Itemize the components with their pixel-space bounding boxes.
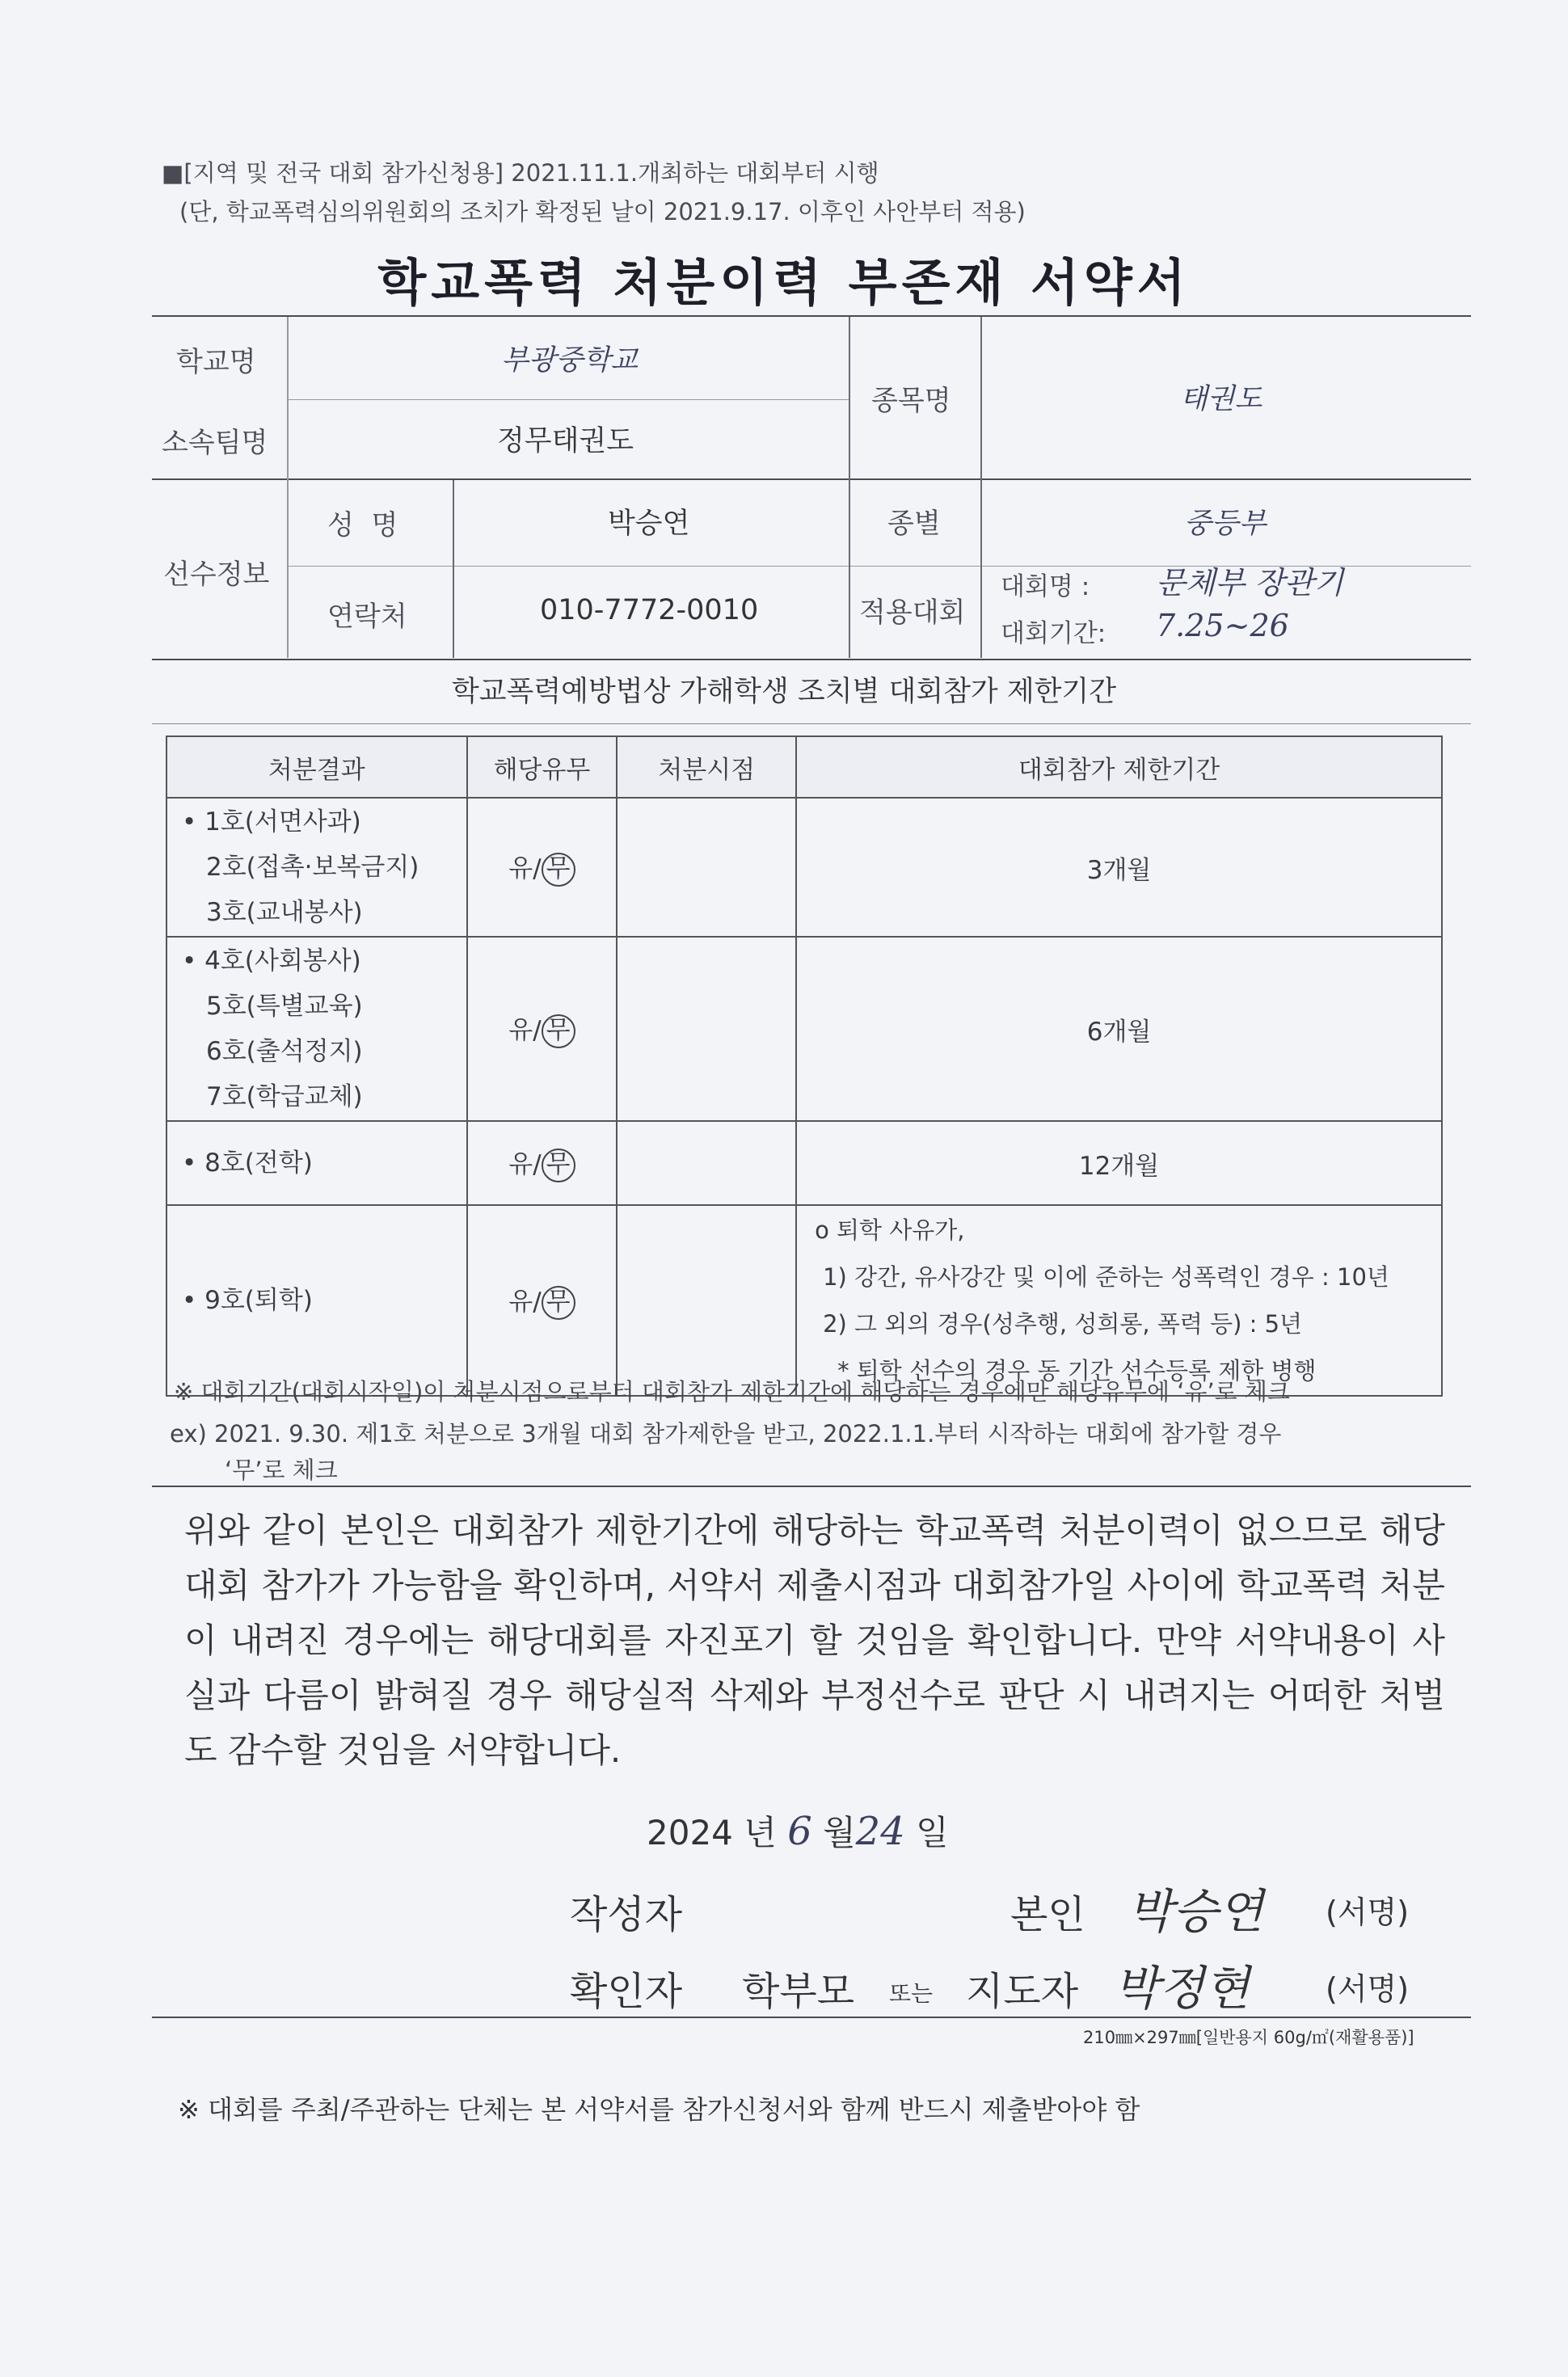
header-result: 처분결과 (166, 736, 467, 798)
category-value: 중등부 (1184, 508, 1267, 540)
paper-spec: 210㎜×297㎜[일반용지 60g/㎡(재활용품)] (1083, 2028, 1414, 2047)
contact-value: 010-7772-0010 (540, 594, 759, 626)
applied-tournament-label: 적용대회 (859, 596, 966, 629)
checked-mark: 무 (542, 1148, 575, 1182)
restriction-subtitle: 학교폭력예방법상 가해학생 조치별 대회참가 제한기간 (451, 676, 1117, 708)
period-cell: o 퇴학 사유가, 1) 강간, 유사강간 및 이에 준하는 성폭력인 경우 : 10년 2) 그 외의 경우(성추행, 성희롱, 폭력 등) : 5년 * 퇴학 선수의 경우 동 기간 선수등록 제한 병행 (796, 1205, 1442, 1396)
notes-bottom-border (152, 1486, 1471, 1487)
timing-cell (617, 1205, 796, 1396)
self-sign-mark: (서명) (1326, 1894, 1410, 1930)
header-period: 대회참가 제한기간 (796, 736, 1442, 798)
date-year: 2024 (647, 1813, 733, 1852)
team-value: 정무태권도 (497, 425, 634, 457)
note-1: ※ 대회기간(대회시작일)이 처분시점으로부터 대회참가 제한기간에 해당하는 경우에만 해당유무에 ‘유’로 체크 (174, 1378, 1290, 1406)
event-value: 태권도 (1180, 383, 1262, 415)
timing-cell (617, 1121, 796, 1205)
or-label: 또는 (889, 1980, 934, 2007)
date-line (647, 1806, 949, 1855)
info-row-divider (287, 399, 849, 400)
tournament-name-label: 대회명 : (1001, 572, 1090, 601)
coach-signature-name: 박정현 (1114, 1961, 1250, 2016)
header-applicable: 해당유무 (467, 736, 618, 798)
date-month-unit: 월 (823, 1813, 856, 1852)
info-mid-border (152, 478, 1471, 480)
info-col-divider-2 (980, 317, 982, 658)
school-label: 학교명 (176, 346, 256, 378)
name-value: 박승연 (608, 508, 690, 540)
player-info-label: 선수정보 (163, 558, 270, 591)
checked-mark: 무 (542, 1014, 575, 1048)
date-year-unit: 년 (744, 1813, 777, 1852)
school-value: 부광중학교 (501, 344, 639, 377)
tournament-period-value: 7.25~26 (1156, 608, 1289, 643)
document-title: 학교폭력 처분이력 부존재 서약서 (377, 253, 1191, 312)
applicable-cell: 유/ 무 (467, 937, 618, 1121)
tournament-period-label: 대회기간: (1001, 619, 1106, 648)
applicable-cell: 유/ 무 (467, 1205, 618, 1396)
info-col-divider-0 (287, 317, 289, 658)
date-day: 24 (855, 1809, 905, 1854)
subtitle-bottom-border (152, 723, 1471, 724)
parent-label: 학부모 (742, 1969, 855, 2014)
info-top-border (152, 315, 1471, 317)
measure-cell: • 1호(서면사과) 2호(접촉·보복금지) 3호(교내봉사) (166, 798, 467, 937)
event-label: 종목명 (871, 385, 951, 417)
name-label: 성 명 (327, 509, 398, 542)
coach-sign-mark: (서명) (1326, 1971, 1410, 2007)
category-label: 종별 (887, 508, 941, 540)
table-header-row (166, 736, 1442, 798)
note-3: ‘무’로 체크 (225, 1456, 338, 1484)
checked-mark: 무 (542, 1286, 575, 1320)
info-col-divider-1 (849, 317, 850, 658)
applicable-cell: 유/ 무 (467, 1121, 618, 1205)
team-label: 소속팀명 (162, 427, 268, 459)
self-label: 본인 (1010, 1892, 1085, 1937)
period-cell: 3개월 (796, 798, 1442, 937)
pledge-text: 위와 같이 본인은 대회참가 제한기간에 해당하는 학교폭력 처분이력이 없으므로 해당 대회 참가가 가능함을 확인하며, 서약서 제출시점과 대회참가일 사이에 학교폭력 처분이 내려진 경우에는 해당대회를 자진포기 할 것임을 확인합니다. 만약 서약내용이 사실과 다름이 밝혀질 경우 해당실적 삭제와 부정선수로 판단 시 내려지는 어떠한 처벌도 감수할 것임을 서약합니다. (184, 1511, 1445, 1770)
coach-label: 지도자 (966, 1969, 1079, 2014)
info-col-divider-3 (453, 480, 454, 658)
final-note: ※ 대회를 주최/주관하는 단체는 본 서약서를 참가신청서와 함께 반드시 제출받아야 함 (178, 2094, 1140, 2125)
self-signature-name: 박승연 (1128, 1884, 1264, 1939)
measure-cell: • 9호(퇴학) (166, 1205, 467, 1396)
footer-border (152, 2017, 1471, 2018)
table-row (166, 937, 1442, 1121)
measure-cell: • 4호(사회봉사) 5호(특별교육) 6호(출석정지) 7호(학급교체) (166, 937, 467, 1121)
timing-cell (617, 798, 796, 937)
header-timing: 처분시점 (617, 736, 796, 798)
date-month: 6 (787, 1809, 812, 1854)
timing-cell (617, 937, 796, 1121)
checked-mark: 무 (542, 853, 575, 887)
note-2: ex) 2021. 9.30. 제1호 처분으로 3개월 대회 참가제한을 받고, 2022.1.1.부터 시작하는 대회에 참가할 경우 (170, 1420, 1282, 1448)
notice-line-1: ■[지역 및 전국 대회 참가신청용] 2021.11.1.개최하는 대회부터 시행 (162, 159, 879, 187)
table-row (166, 798, 1442, 937)
restriction-table (166, 735, 1443, 1397)
table-row (166, 1121, 1442, 1205)
confirmer-label: 확인자 (570, 1969, 683, 2014)
period-cell: 12개월 (796, 1121, 1442, 1205)
notice-block (162, 154, 1026, 231)
tournament-name-value: 문체부 장관기 (1156, 565, 1344, 601)
table-row (166, 1205, 1442, 1396)
date-day-unit: 일 (916, 1813, 949, 1852)
notice-line-2: (단, 학교폭력심의위원회의 조치가 확정된 날이 2021.9.17. 이후인 사안부터 적용) (179, 198, 1026, 225)
measure-cell: • 8호(전학) (166, 1121, 467, 1205)
writer-label: 작성자 (570, 1892, 683, 1937)
period-cell: 6개월 (796, 937, 1442, 1121)
applicable-cell: 유/ 무 (467, 798, 618, 937)
contact-label: 연락처 (327, 601, 407, 633)
info-bottom-border (152, 659, 1471, 660)
